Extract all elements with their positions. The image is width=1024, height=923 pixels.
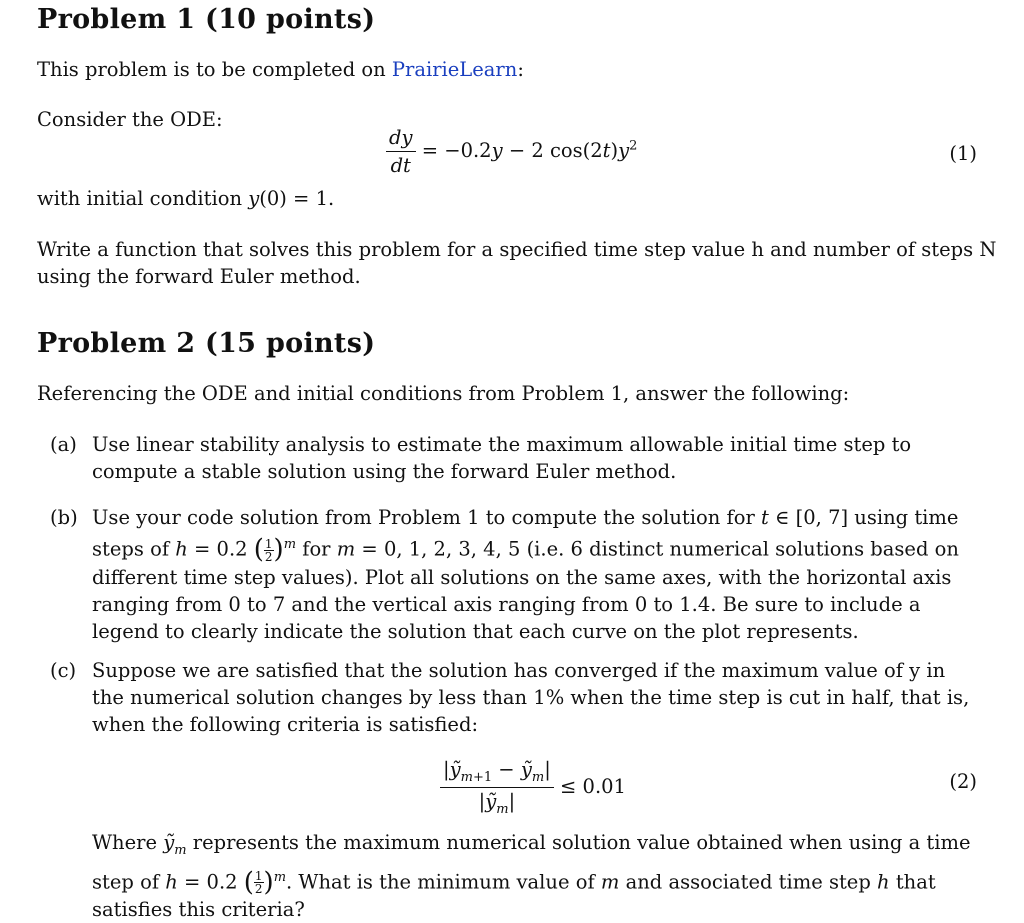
consider-ode-label: Consider the ODE: (37, 108, 223, 131)
problem1-intro: This problem is to be completed on PrairieLearn: (37, 58, 524, 81)
part-c (50, 657, 975, 738)
problem1-task-line2: using the forward Euler method. (37, 265, 361, 288)
part-b-text: Use your code solution from Problem 1 to compute the solution for t ∈ [0, 7] using time steps of h = 0.2 ( $\frac{1}{2}$ )$^m$ for m = 0, 1, 2, 3, 4, 5 (i.e. 6 distinct numerical solutions based on different time step values). Plot all solutions on the same axes, with the horizontal axis ranging from 0 to 7 and the vertical axis ranging from 0 to 1.4. Be sure to include a legend to clearly indicate the solution that each curve on the plot represents. (92, 506, 959, 643)
problem1-task-line1: Write a function that solves this problem for a specified time step value h and number of steps N (37, 238, 997, 261)
convergence-equation: $\frac{|ỹ_{m+1} - ỹ_m|}{|ỹ_m|}$ ≤ 0.01 (440, 758, 626, 817)
prairielearn-link[interactable]: PrairieLearn (391, 58, 518, 81)
part-b (50, 504, 975, 645)
part-a-text: Use linear stability analysis to estimate the maximum allowable initial time step to compute a stable solution using the forward Euler method. (92, 433, 912, 483)
problem2-title: Problem 2 (15 points) (37, 328, 376, 359)
equation-number-2: (2) (949, 770, 977, 793)
problem2-intro: Referencing the ODE and initial conditions from Problem 1, answer the following: (37, 382, 850, 405)
problem1-title: Problem 1 (10 points) (37, 4, 376, 35)
part-c-question: Where ỹ$_m$ represents the maximum numerical solution value obtained when using a time step of h = 0.2 ( $\frac{1}{2}$ )$^m$. What is the minimum value of m and associated time step h that satisfies this criteria? (92, 831, 971, 922)
part-c-label: (c) (50, 659, 77, 682)
ode-equation: $\frac{dy}{dt}$ = −0.2y − 2 $\cos(2t)y^2$ (386, 126, 637, 177)
part-b-label: (b) (50, 506, 78, 529)
part-a-label: (a) (50, 433, 77, 456)
equation-number-1: (1) (949, 142, 977, 165)
part-a (50, 431, 975, 485)
part-c-text: Suppose we are satisfied that the solution has converged if the maximum value of y in the numerical solution changes by less than 1% when the time step is cut in half, that is, when the following criteria is satisfied: (92, 659, 970, 736)
initial-condition: with initial condition y(0) = 1. (37, 187, 335, 210)
